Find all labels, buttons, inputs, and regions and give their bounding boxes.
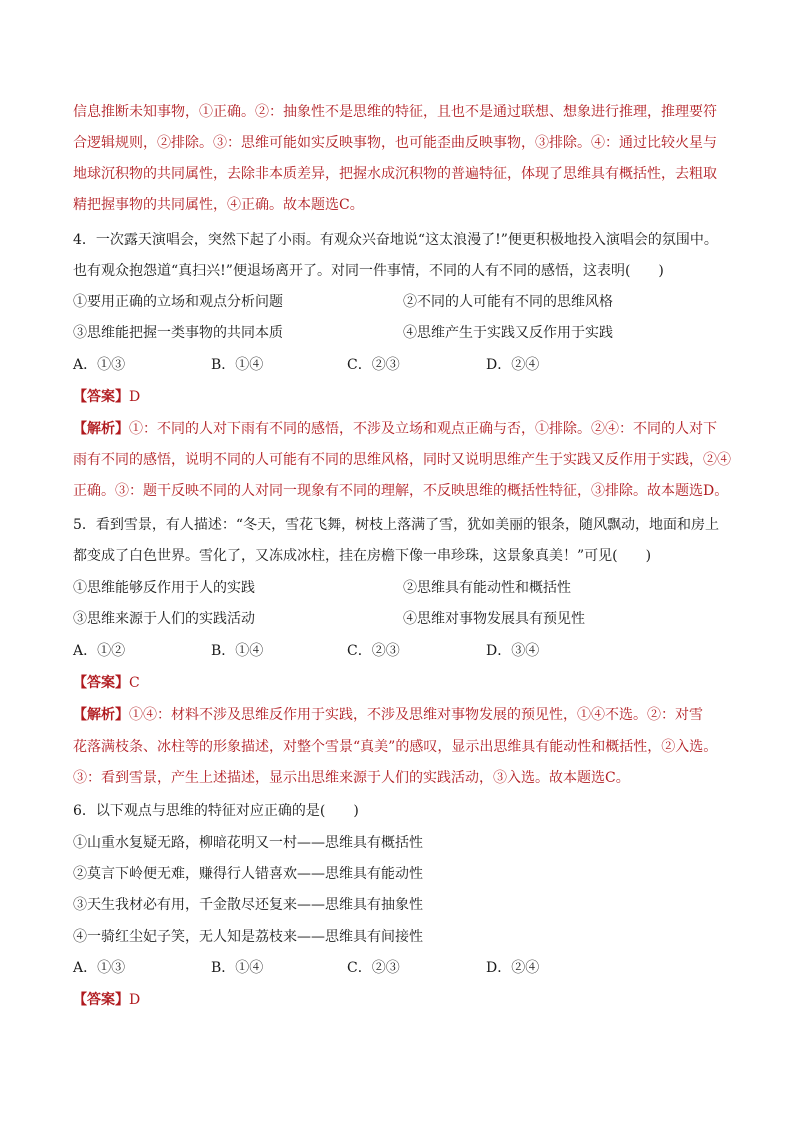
intro-explanation-line-4: 精把握事物的共同属性，④正确。故本题选C。	[73, 197, 364, 213]
q5-choice-d: D．③④	[486, 643, 540, 659]
q4-answer	[73, 386, 733, 408]
q4-choice-c: C．②③	[347, 357, 400, 373]
q5-stem-line-2: 都变成了白色世界。雪化了，又冻成冰柱，挂在房檐下像一串珍珠，这景象真美！”可见( )	[73, 548, 652, 564]
q5-option-4: ④思维对事物发展具有预见性	[403, 611, 585, 627]
q6-answer-tag: 【答案】	[73, 992, 129, 1008]
q5-analysis-tag: 【解析】	[73, 707, 129, 723]
q5-analysis-line-1	[73, 704, 733, 726]
q5-answer	[73, 672, 733, 694]
q4-analysis-line-2: 雨有不同的感悟，说明不同的人可能有不同的思维风格，同时又说明思维产生于实践又反作用于实践，②④	[73, 452, 731, 468]
q6-option-2: ②莫言下岭便无难，赚得行人错喜欢——思维具有能动性	[73, 866, 423, 882]
q4-option-3: ③思维能把握一类事物的共同本质	[73, 325, 283, 341]
q6-choice-b: B．①④	[211, 960, 264, 976]
q4-choice-a: A．①③	[73, 357, 126, 373]
q4-option-4: ④思维产生于实践又反作用于实践	[403, 325, 613, 341]
q4-analysis-tag: 【解析】	[73, 421, 129, 437]
q4-choice-d: D．②④	[486, 357, 540, 373]
q5-choice-b: B．①④	[211, 643, 264, 659]
q4-answer-tag: 【答案】	[73, 389, 129, 405]
q4-stem-line-2: 也有观众抱怨道“真扫兴!”便退场离开了。对同一件事情，不同的人有不同的感悟，这表明( )	[73, 263, 664, 279]
q4-choice-b: B．①④	[211, 357, 264, 373]
q6-answer-value: D	[129, 992, 141, 1008]
q5-choice-c: C．②③	[347, 643, 400, 659]
q4-analysis-line-1	[73, 418, 733, 440]
q5-analysis-line-3: ③：看到雪景，产生上述描述，显示出思维来源于人们的实践活动，③入选。故本题选C。	[73, 770, 630, 786]
q6-choice-c: C．②③	[347, 960, 400, 976]
intro-explanation-line-2: 合逻辑规则，②排除。③：思维可能如实反映事物，也可能歪曲反映事物，③排除。④：通过比较火星与	[73, 135, 717, 151]
q5-answer-value: C	[129, 675, 140, 691]
q5-option-2: ②思维具有能动性和概括性	[403, 580, 571, 596]
intro-explanation-line-3: 地球沉积物的共同属性，去除非本质差异，把握水成沉积物的普遍特征，体现了思维具有概括性，去粗取	[73, 166, 717, 182]
q6-option-3: ③天生我材必有用，千金散尽还复来——思维具有抽象性	[73, 897, 423, 913]
q5-option-3: ③思维来源于人们的实践活动	[73, 611, 255, 627]
q4-analysis-text-1: ①：不同的人对下雨有不同的感悟，不涉及立场和观点正确与否，①排除。②④：不同的人对下	[129, 421, 717, 437]
q5-option-1: ①思维能够反作用于人的实践	[73, 580, 255, 596]
q6-answer	[73, 989, 733, 1011]
q5-stem-line-1: 5．看到雪景，有人描述：“冬天，雪花飞舞，树枝上落满了雪，犹如美丽的银条，随风飘动，地面和房上	[73, 517, 720, 533]
q6-choice-d: D．②④	[486, 960, 540, 976]
q4-option-2: ②不同的人可能有不同的思维风格	[403, 294, 613, 310]
q5-analysis-line-2: 花落满枝条、冰柱等的形象描述，对整个雪景“真美”的感叹，显示出思维具有能动性和概括性，②入选。	[73, 739, 718, 755]
q6-option-1: ①山重水复疑无路，柳暗花明又一村——思维具有概括性	[73, 835, 423, 851]
q4-analysis-line-3: 正确。③：题干反映不同的人对同一现象有不同的理解，不反映思维的概括性特征，③排除。故本题选D。	[73, 483, 729, 499]
q5-answer-tag: 【答案】	[73, 675, 129, 691]
q6-stem-line-1: 6．以下观点与思维的特征对应正确的是( )	[73, 803, 359, 819]
q5-analysis-text-1: ①④：材料不涉及思维反作用于实践，不涉及思维对事物发展的预见性，①④不选。②：对雪	[129, 707, 703, 723]
q4-answer-value: D	[129, 389, 141, 405]
intro-explanation-line-1: 信息推断未知事物，①正确。②：抽象性不是思维的特征，且也不是通过联想、想象进行推理，推理要符	[73, 104, 717, 120]
q5-choice-a: A．①②	[73, 643, 126, 659]
q4-stem-line-1: 4．一次露天演唱会，突然下起了小雨。有观众兴奋地说“这太浪漫了!”便更积极地投入演唱会的氛围中。	[73, 232, 718, 248]
q6-option-4: ④一骑红尘妃子笑，无人知是荔枝来——思维具有间接性	[73, 929, 423, 945]
q6-choice-a: A．①③	[73, 960, 126, 976]
q4-option-1: ①要用正确的立场和观点分析问题	[73, 294, 283, 310]
